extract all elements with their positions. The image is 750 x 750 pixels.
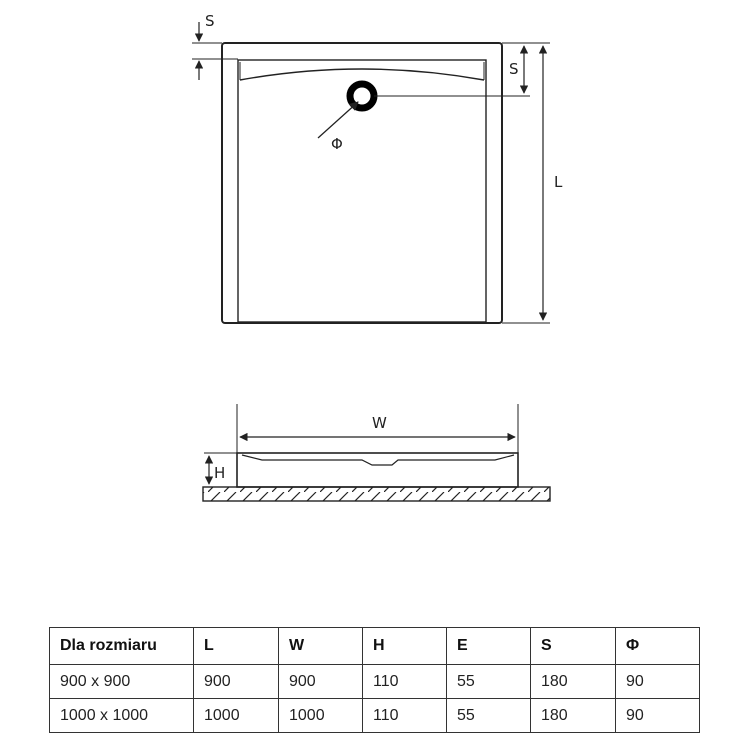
cell-size: 900 x 900 — [50, 665, 194, 699]
cell-size: 1000 x 1000 — [50, 699, 194, 733]
cell-h: 110 — [363, 665, 447, 699]
cell-l: 900 — [194, 665, 279, 699]
table-row — [50, 665, 700, 699]
width-label: W — [372, 414, 387, 432]
cell-w: 1000 — [279, 699, 363, 733]
floor-hatch — [203, 487, 550, 501]
table-header-row — [50, 628, 700, 665]
table-row — [50, 699, 700, 733]
header-diameter: Φ — [616, 628, 700, 665]
height-label: H — [214, 464, 226, 482]
header-l: L — [194, 628, 279, 665]
drain-diameter-label: Φ — [331, 135, 343, 153]
cell-s: 180 — [531, 665, 616, 699]
dimensions-table — [49, 627, 700, 733]
drain-hole — [350, 84, 374, 108]
cell-s: 180 — [531, 699, 616, 733]
cell-l: 1000 — [194, 699, 279, 733]
side-view — [203, 404, 550, 501]
cell-diameter: 90 — [616, 665, 700, 699]
cell-diameter: 90 — [616, 699, 700, 733]
length-label: L — [554, 173, 563, 191]
header-s: S — [531, 628, 616, 665]
header-w: W — [279, 628, 363, 665]
header-size: Dla rozmiaru — [50, 628, 194, 665]
cell-e: 55 — [447, 665, 531, 699]
cell-e: 55 — [447, 699, 531, 733]
s-top-label: S — [205, 12, 215, 30]
tray-profile — [237, 453, 518, 487]
cell-w: 900 — [279, 665, 363, 699]
header-h: H — [363, 628, 447, 665]
cell-h: 110 — [363, 699, 447, 733]
top-view — [192, 12, 563, 323]
header-e: E — [447, 628, 531, 665]
s-right-label: S — [509, 60, 519, 78]
